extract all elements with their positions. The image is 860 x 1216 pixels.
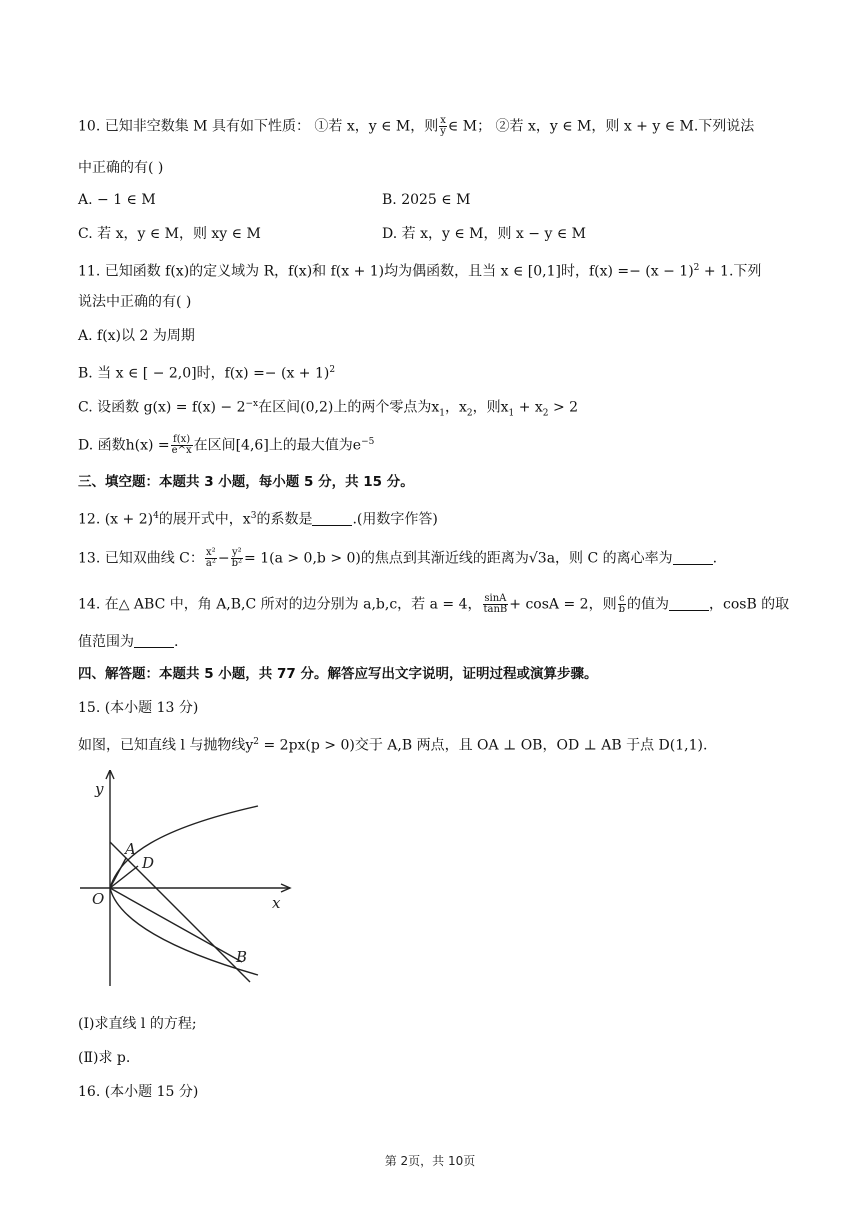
answer-blank	[669, 596, 709, 611]
fraction-x2-over-a2: $\frac{\text{x²}}{\text{a²}}$	[205, 547, 216, 569]
fraction-c-over-b: $\frac{c}{b}$	[618, 593, 625, 615]
q15-stem: 如图，已知直线 l 与抛物线$y^2 = 2px(p > 0)$交于 A,B 两点，且 OA ⊥ OB，OD ⊥ AB 于点 D(1,1).	[78, 737, 708, 754]
q10-option-c: C. 若 x，y ∈ M，则 xy ∈ M	[78, 226, 261, 242]
q10-stem-line1: 10. 已知非空数集 M 具有如下性质： ①若 x，y ∈ M，则 $\frac{x}{y}$ ∈ M； ②若 x，y ∈ M，则 x + y ∈ M.下列说法	[78, 115, 755, 137]
q10-option-b: B. 2025 ∈ M	[382, 192, 471, 208]
section-3-heading: 三、填空题：本题共 3 小题，每小题 5 分，共 15 分。	[78, 474, 414, 490]
y-axis-label: y	[95, 780, 104, 798]
q11-stem-line2: 说法中正确的有( )	[78, 294, 192, 310]
page-footer: 第 2页，共 10页	[384, 1154, 476, 1168]
q14-text-line1: 14. 在△ ABC 中，角 A,B,C 所对的边分别为 a,b,c，若 a = 4， $\frac{\sin A}{\tan B}$ + cosA = 2，则 $\frac{c}{b}$ 的值为 ，cosB 的取	[78, 593, 790, 615]
point-a-label: A	[125, 840, 136, 858]
q11-option-b: B. 当 x ∈ [ − 2,0]时，$f(x) =- (x + 1)^2$	[78, 365, 336, 382]
q15-heading: 15. (本小题 13 分)	[78, 700, 199, 716]
fraction-sinA-over-tanB: $\frac{\sin A}{\tan B}$	[483, 593, 508, 615]
origin-label: O	[92, 890, 105, 908]
point-d-label: D	[142, 854, 155, 872]
q13-text: 13. 已知双曲线 C： $\frac{\text{x²}}{\text{a²}}$ − $\frac{\text{y²}}{\text{b²}}$ = 1(a > 0,b > 0)的焦点到其渐近线的距离为√3a，则 C 的离心率为 .	[78, 547, 718, 569]
fraction-y2-over-b2: $\frac{\text{y²}}{\text{b²}}$	[231, 547, 243, 569]
q11-option-d: D. 函数h(x) = $\frac{f(x)}{e\^{}x}$ 在区间[4,6]上的最大值为$e^{-5}$	[78, 434, 375, 457]
q15-part2: (Ⅱ)求 p.	[78, 1050, 131, 1066]
section-4-heading: 四、解答题：本题共 5 小题，共 77 分。解答应写出文字说明，证明过程或演算步骤。	[78, 666, 598, 682]
x-axis-label: x	[272, 894, 281, 912]
answer-blank	[134, 633, 174, 648]
q10-stem-line2: 中正确的有( )	[78, 160, 164, 176]
answer-blank	[673, 550, 713, 565]
fraction-x-over-y: $\frac{x}{y}$	[440, 115, 446, 137]
parabola-figure	[80, 770, 300, 992]
q10-option-d: D. 若 x，y ∈ M，则 x − y ∈ M	[382, 226, 586, 242]
fraction-fx-over-ex: $\frac{f(x)}{e\^{}x}$	[171, 434, 192, 457]
q11-option-c: C. 设函数 $g(x) = f(x) - 2^{-x}$在区间(0,2)上的两个零点为$x_1$，$x_2$，则$x_1 + x_2 > 2$	[78, 399, 579, 419]
q11-option-a: A. f(x)以 2 为周期	[78, 328, 195, 344]
q16-heading: 16. (本小题 15 分)	[78, 1084, 199, 1100]
q15-part1: (Ⅰ)求直线 l 的方程;	[78, 1016, 197, 1032]
q11-stem-line1: 11. 已知函数 f(x)的定义域为 R，f(x)和 f(x + 1)均为偶函数，且当 x ∈ [0,1]时，$f(x) =- (x - 1)^2 + 1$.下列	[78, 263, 762, 280]
q10-option-a: A. − 1 ∈ M	[78, 192, 156, 208]
point-b-label: B	[236, 948, 248, 966]
q14-text-line2: 值范围为 .	[78, 634, 179, 650]
answer-blank	[312, 511, 352, 526]
q12-text: 12. $(x + 2)^4$的展开式中，$x^3$的系数是 .(用数字作答)	[78, 511, 438, 528]
